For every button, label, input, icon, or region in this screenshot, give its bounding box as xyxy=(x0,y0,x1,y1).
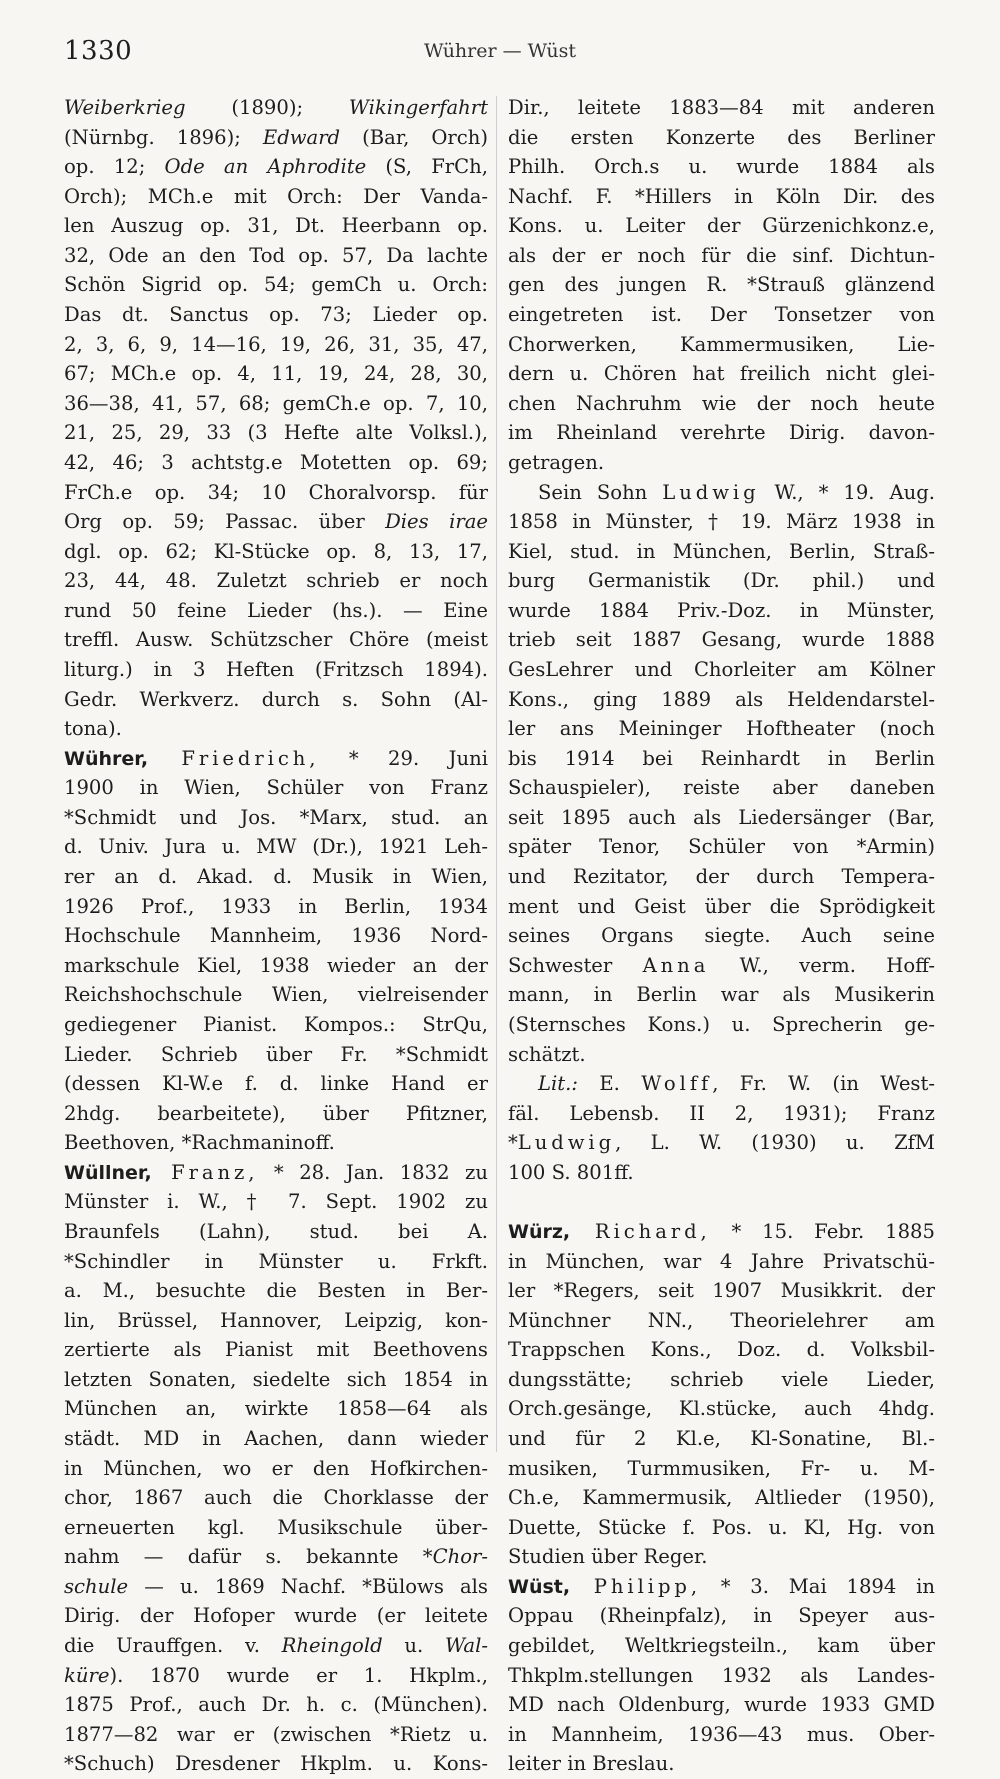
text-line: leiter in Breslau. xyxy=(508,1752,675,1776)
text-line: getragen. xyxy=(508,450,605,474)
text-line: dungsstätte; schrieb viele Lieder, xyxy=(508,1367,935,1391)
headword: Wüst, xyxy=(508,1575,571,1598)
text-line: gebildet, Weltkriegsteiln., kam über xyxy=(508,1634,935,1658)
text-line: chor, 1867 auch die Chorklasse der xyxy=(64,1486,488,1510)
column-divider xyxy=(496,96,497,1452)
text-line: eingetreten ist. Der Tonsetzer von xyxy=(508,303,935,327)
text-line: gen des jungen R. *Strauß glänzend xyxy=(508,273,935,297)
text-line: ler ans Meininger Hoftheater (noch xyxy=(508,717,935,741)
entry-wuehrer: Wührer, Friedrich, * 29. Juni xyxy=(64,746,488,770)
text-line: 42, 46; 3 achtstg.e Motetten op. 69; xyxy=(64,450,488,474)
text-line: dern u. Chören hat freilich nicht glei- xyxy=(508,362,935,386)
text-line: chen Nachruhm wie der noch heute xyxy=(508,391,935,415)
text-line: Chorwerken, Kammermusiken, Lie- xyxy=(508,332,935,356)
text-line: 1926 Prof., 1933 in Berlin, 1934 xyxy=(64,894,488,918)
text-line: 1877—82 war er (zwischen *Rietz u. xyxy=(64,1722,488,1746)
text-line: 1900 in Wien, Schüler von Franz xyxy=(64,776,488,800)
text-line: Reichshochschule Wien, vielreisender xyxy=(64,983,488,1007)
text-line: die ersten Konzerte des Berliner xyxy=(508,125,935,149)
text-line: (dessen Kl-W.e f. d. linke Hand er xyxy=(64,1072,488,1096)
text-line: die Urauffgen. v. Rheingold u. Wal- xyxy=(64,1634,488,1658)
text-line: in Mannheim, 1936—43 mus. Ober- xyxy=(508,1722,935,1746)
text-line: GesLehrer und Chorleiter am Kölner xyxy=(508,657,935,681)
text-line: und Rezitator, der durch Tempera- xyxy=(508,865,935,889)
text-line: lin, Brüssel, Hannover, Leipzig, kon- xyxy=(64,1308,488,1332)
entry-gap xyxy=(508,1187,935,1217)
entry-wuellner: Wüllner, Franz, * 28. Jan. 1832 zu xyxy=(64,1160,488,1184)
text-line: trieb seit 1887 Gesang, wurde 1888 xyxy=(508,628,935,652)
text-line: später Tenor, Schüler von *Armin) xyxy=(508,835,935,859)
text-line: d. Univ. Jura u. MW (Dr.), 1921 Leh- xyxy=(64,835,488,859)
text-line: 32, Ode an den Tod op. 57, Da lachte xyxy=(64,243,488,267)
text-line: op. 12; Ode an Aphrodite (S, FrCh, xyxy=(64,155,488,179)
text-line: München an, wirkte 1858—64 als xyxy=(64,1397,488,1421)
text-line: rund 50 feine Lieder (hs.). — Eine xyxy=(64,598,488,622)
text-line: 21, 25, 29, 33 (3 Hefte alte Volksl.), xyxy=(64,421,488,445)
text-line: len Auszug op. 31, Dt. Heerbann op. xyxy=(64,214,488,238)
entry-wuerz: Würz, Richard, * 15. Febr. 1885 xyxy=(508,1219,935,1243)
text-line: Kiel, stud. in München, Berlin, Straß- xyxy=(508,539,935,563)
text-line: *Schmidt und Jos. *Marx, stud. an xyxy=(64,805,488,829)
text-line: seines Organs siegte. Auch seine xyxy=(508,924,935,948)
text-line: liturg.) in 3 Heften (Fritzsch 1894). xyxy=(64,657,488,681)
text-line: Nachf. F. *Hillers in Köln Dir. des xyxy=(508,184,935,208)
right-column xyxy=(508,93,935,1779)
text-line: MD nach Oldenburg, wurde 1933 GMD xyxy=(508,1693,935,1717)
text-line: Sein Sohn Ludwig W., * 19. Aug. xyxy=(538,480,935,504)
text-line: mann, in Berlin war als Musikerin xyxy=(508,983,935,1007)
text-line: Thkplm.stellungen 1932 als Landes- xyxy=(508,1663,935,1687)
text-line: Beethoven, *Rachmaninoff. xyxy=(64,1131,335,1155)
text-line: Schön Sigrid op. 54; gemCh u. Orch: xyxy=(64,273,488,297)
text-line: Duette, Stücke f. Pos. u. Kl, Hg. von xyxy=(508,1515,935,1539)
text-line: städt. MD in Aachen, dann wieder xyxy=(64,1427,488,1451)
literature-line: Lit.: E. Wolff, Fr. W. (in West- xyxy=(538,1072,935,1096)
text-line: Kons. u. Leiter der Gürzenichkonz.e, xyxy=(508,214,935,238)
text-line: Braunfels (Lahn), stud. bei A. xyxy=(64,1219,488,1243)
text-line: *Schuch) Dresdener Hkplm. u. Kons- xyxy=(64,1752,488,1776)
text-line: küre). 1870 wurde er 1. Hkplm., xyxy=(64,1663,488,1687)
text-line: Gedr. Werkverz. durch s. Sohn (Al- xyxy=(64,687,488,711)
page-header xyxy=(64,36,936,72)
text-line: in München, wo er den Hofkirchen- xyxy=(64,1456,488,1480)
text-line: Kons., ging 1889 als Heldendarstel- xyxy=(508,687,935,711)
running-title: Wührer — Wüst xyxy=(423,40,577,62)
text-line: Orch.gesänge, Kl.stücke, auch 4hdg. xyxy=(508,1397,935,1421)
entry-wuest: Wüst, Philipp, * 3. Mai 1894 in xyxy=(508,1574,935,1598)
text-line: 1858 in Münster, † 19. März 1938 in xyxy=(508,510,935,534)
text-line: Dir., leitete 1883—84 mit anderen xyxy=(508,96,935,119)
text-line: 23, 44, 48. Zuletzt schrieb er noch xyxy=(64,569,488,593)
text-line: schule — u. 1869 Nachf. *Bülows als xyxy=(64,1574,488,1598)
text-line: Lieder. Schrieb über Fr. *Schmidt xyxy=(64,1042,488,1066)
text-line: tona). xyxy=(64,717,122,741)
text-line: Oppau (Rheinpfalz), in Speyer aus- xyxy=(508,1604,935,1628)
text-line: Das dt. Sanctus op. 73; Lieder op. xyxy=(64,303,488,327)
text-line: Schwester Anna W., verm. Hoff- xyxy=(508,953,935,977)
text-line: markschule Kiel, 1938 wieder an der xyxy=(64,953,488,977)
text-line: FrCh.e op. 34; 10 Choralvorsp. für xyxy=(64,480,488,504)
text-line: 100 S. 801ff. xyxy=(508,1160,634,1184)
text-line: Münster i. W., † 7. Sept. 1902 zu xyxy=(64,1190,488,1214)
text-line: als der er noch für die sinf. Dichtun- xyxy=(508,243,935,267)
text-line: gediegener Pianist. Kompos.: StrQu, xyxy=(64,1012,488,1036)
text-line: a. M., besuchte die Besten in Ber- xyxy=(64,1279,488,1303)
text-line: Dirig. der Hofoper wurde (er leitete xyxy=(64,1604,488,1628)
text-line: ment und Geist über die Sprödigkeit xyxy=(508,894,935,918)
text-line: erneuerten kgl. Musikschule über- xyxy=(64,1515,488,1539)
text-line: in München, war 4 Jahre Privatschü- xyxy=(508,1249,935,1273)
text-line: Trappschen Kons., Doz. d. Volksbil- xyxy=(508,1338,935,1362)
text-line: fäl. Lebensb. II 2, 1931); Franz xyxy=(508,1101,935,1125)
text-line: nahm — dafür s. bekannte *Chor- xyxy=(64,1545,488,1569)
text-line: rer an d. Akad. d. Musik in Wien, xyxy=(64,865,488,889)
text-line: 67; MCh.e op. 4, 11, 19, 24, 28, 30, xyxy=(64,362,488,386)
text-line: musiken, Turmmusiken, Fr- u. M- xyxy=(508,1456,935,1480)
text-line: letzten Sonaten, siedelte sich 1854 in xyxy=(64,1367,488,1391)
headword: Wüllner, xyxy=(64,1161,152,1184)
text-line: 2hdg. bearbeitete), über Pfitzner, xyxy=(64,1101,488,1125)
text-line: ler *Regers, seit 1907 Musikkrit. der xyxy=(508,1279,935,1303)
text-line: Org op. 59; Passac. über Dies irae xyxy=(64,510,488,534)
text-line: (Nürnbg. 1896); Edward (Bar, Orch) xyxy=(64,125,488,149)
text-line: wurde 1884 Priv.-Doz. in Münster, xyxy=(508,598,935,622)
text-line: treffl. Ausw. Schützscher Chöre (meist xyxy=(64,628,488,652)
text-line: bis 1914 bei Reinhardt in Berlin xyxy=(508,746,935,770)
text-line: Ch.e, Kammermusik, Altlieder (1950), xyxy=(508,1486,935,1510)
text-line: zertierte als Pianist mit Beethovens xyxy=(64,1338,488,1362)
text-line: *Ludwig, L. W. (1930) u. ZfM xyxy=(508,1131,935,1155)
text-line: *Schindler in Münster u. Frkft. xyxy=(64,1249,488,1273)
headword: Wührer, xyxy=(64,747,149,770)
text-line: und für 2 Kl.e, Kl-Sonatine, Bl.- xyxy=(508,1427,935,1451)
page-number: 1330 xyxy=(64,36,133,66)
text-line: 36—38, 41, 57, 68; gemCh.e op. 7, 10, xyxy=(64,391,488,415)
text-line: dgl. op. 62; Kl-Stücke op. 8, 13, 17, xyxy=(64,539,488,563)
text-line: Münchner NN., Theorielehrer am xyxy=(508,1308,935,1332)
text-line: Orch); MCh.e mit Orch: Der Vanda- xyxy=(64,184,488,208)
text-line: Studien über Reger. xyxy=(508,1545,708,1569)
text-line: 2, 3, 6, 9, 14—16, 19, 26, 31, 35, 47, xyxy=(64,332,488,356)
text-line: Hochschule Mannheim, 1936 Nord- xyxy=(64,924,488,948)
text-line: im Rheinland verehrte Dirig. davon- xyxy=(508,421,935,445)
left-column xyxy=(64,93,488,1779)
text-line: (Sternsches Kons.) u. Sprecherin ge- xyxy=(508,1012,935,1036)
text-line: Schauspieler), reiste aber daneben xyxy=(508,776,935,800)
text-line: 1875 Prof., auch Dr. h. c. (München). xyxy=(64,1693,488,1717)
text-line: Philh. Orch.s u. wurde 1884 als xyxy=(508,155,935,179)
text-line: seit 1895 auch als Liedersänger (Bar, xyxy=(508,805,935,829)
headword: Würz, xyxy=(508,1220,571,1243)
text-line: schätzt. xyxy=(508,1042,586,1066)
text-line: Weiberkrieg (1890); Wikingerfahrt xyxy=(64,96,488,119)
text-line: burg Germanistik (Dr. phil.) und xyxy=(508,569,935,593)
